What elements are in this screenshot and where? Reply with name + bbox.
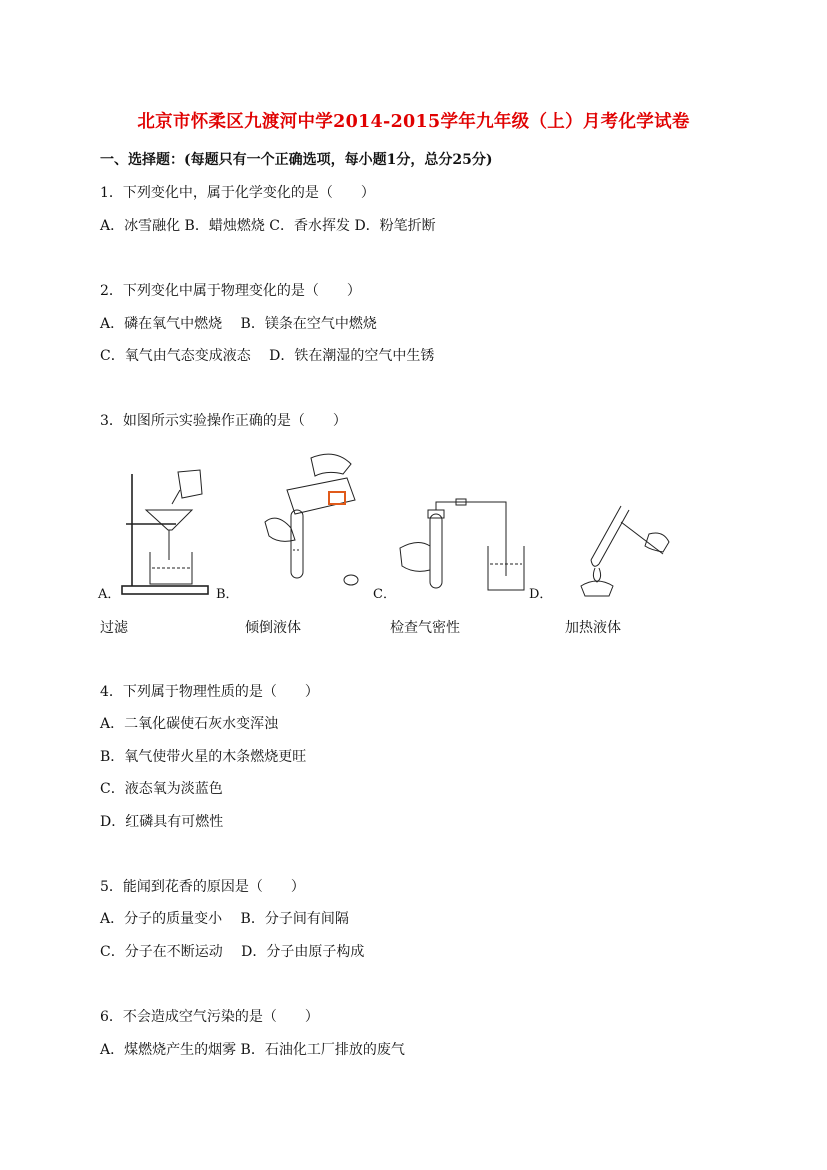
question-1-stem: 1．下列变化中，属于化学变化的是（ ）	[100, 185, 375, 201]
heating-liquid-icon	[551, 490, 676, 600]
airtightness-check-icon	[396, 490, 536, 600]
caption-airtightness: 检查气密性	[390, 620, 460, 636]
page-title: 北京市怀柔区九渡河中学2014-2015学年九年级（上）月考化学试卷	[137, 112, 690, 132]
question-2-stem: 2．下列变化中属于物理变化的是（ ）	[100, 283, 361, 299]
question-4-option-b: B．氧气使带火星的木条燃烧更旺	[100, 749, 307, 765]
option-c-label: C．	[373, 587, 396, 602]
option-d-label: D．	[529, 587, 553, 602]
question-6-stem: 6．不会造成空气污染的是（ ）	[100, 1009, 319, 1025]
question-2-options-row1: A．磷在氧气中燃烧 B．镁条在空气中燃烧	[100, 316, 377, 332]
question-5-options-row1: A．分子的质量变小 B．分子间有间隔	[100, 911, 349, 927]
question-1-options: A．冰雪融化 B．蜡烛燃烧 C．香水挥发 D．粉笔折断	[100, 218, 436, 234]
caption-heating: 加热液体	[565, 620, 621, 636]
option-b-label: B．	[216, 587, 239, 602]
question-4-stem: 4．下列属于物理性质的是（ ）	[100, 684, 319, 700]
section-heading: 一、选择题：(每题只有一个正确选项，每小题1分，总分25分)	[100, 152, 493, 168]
question-4-option-c: C．液态氧为淡蓝色	[100, 781, 223, 797]
question-5-stem: 5．能闻到花香的原因是（ ）	[100, 879, 305, 895]
question-3-stem: 3．如图所示实验操作正确的是（ ）	[100, 413, 347, 429]
question-3-figure	[96, 440, 676, 610]
caption-pouring: 倾倒液体	[245, 620, 301, 636]
question-6-options-row1: A．煤燃烧产生的烟雾 B．石油化工厂排放的废气	[100, 1042, 405, 1058]
question-5-options-row2: C．分子在不断运动 D．分子由原子构成	[100, 944, 365, 960]
question-4-option-d: D．红磷具有可燃性	[100, 814, 224, 830]
question-2-options-row2: C．氧气由气态变成液态 D．铁在潮湿的空气中生锈	[100, 348, 435, 364]
pouring-liquid-icon	[251, 440, 371, 600]
filter-apparatus-icon	[116, 460, 216, 600]
question-4-option-a: A．二氧化碳使石灰水变浑浊	[100, 716, 279, 732]
caption-filtration: 过滤	[100, 620, 128, 636]
option-a-label: A．	[98, 587, 121, 602]
